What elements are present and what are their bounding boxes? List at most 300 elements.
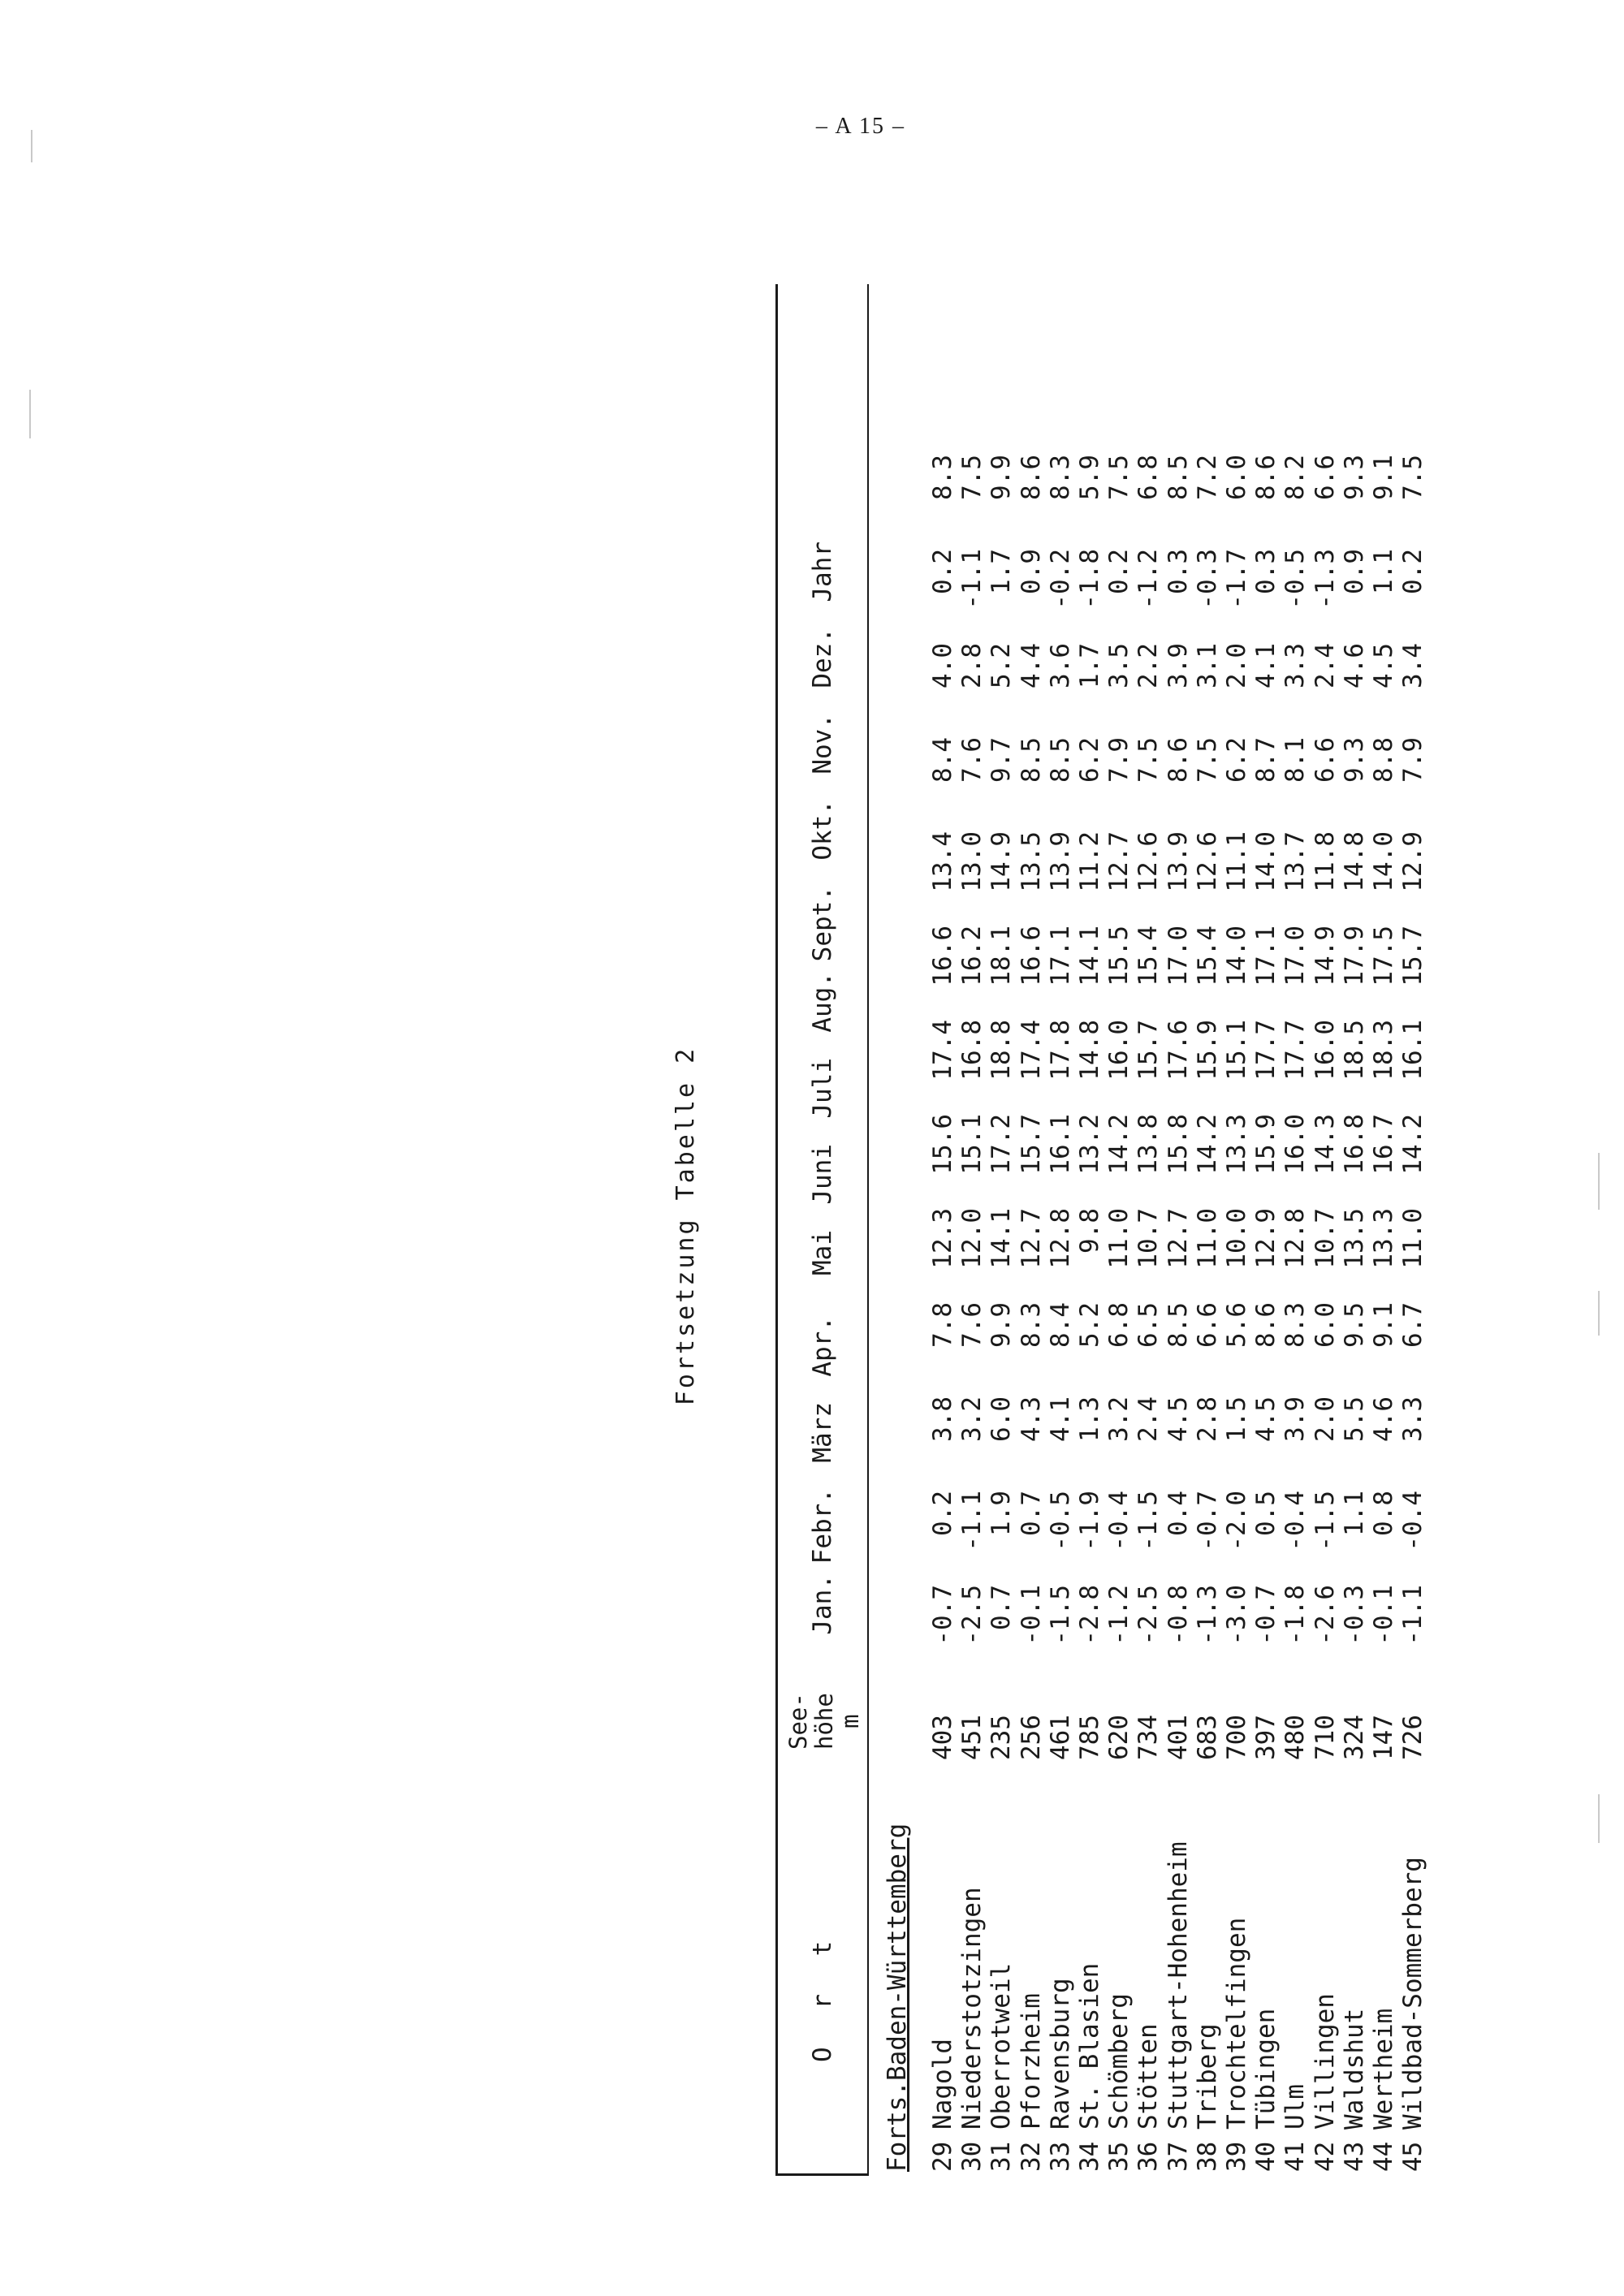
temperature-value: 13.9 — [1163, 831, 1193, 892]
temperature-value: 0.7 — [987, 1585, 1017, 1630]
temperature-value: 9.8 — [1075, 1208, 1105, 1254]
row-number: 43 — [1339, 2141, 1369, 2172]
temperature-value: 13.4 — [928, 831, 957, 892]
temperature-value: 11.0 — [1104, 1208, 1134, 1269]
temperature-value: -0.3 — [1339, 1585, 1369, 1646]
temperature-value: 17.9 — [1339, 926, 1369, 986]
climate-table — [928, 447, 1427, 2172]
temperature-value: 3.6 — [1045, 643, 1075, 688]
temperature-value: 4.5 — [1251, 1396, 1281, 1442]
row-number: 31 — [987, 2141, 1017, 2172]
station-name: Triberg — [1192, 2023, 1222, 2130]
temperature-value: 15.8 — [1163, 1114, 1193, 1175]
temperature-value: -0.5 — [1045, 1491, 1075, 1552]
temperature-value: -0.7 — [1251, 1585, 1281, 1646]
temperature-value: 0.9 — [1339, 549, 1369, 594]
temperature-value: 11.0 — [1398, 1208, 1428, 1269]
temperature-value: 9.3 — [1339, 737, 1369, 783]
station-elevation: 324 — [1339, 1715, 1369, 1760]
temperature-value: 8.4 — [1045, 1302, 1075, 1348]
rotated-table-page — [672, 203, 1624, 2249]
temperature-value: -0.1 — [1016, 1585, 1046, 1646]
temperature-value: -1.8 — [1075, 549, 1105, 610]
temperature-value: 17.5 — [1369, 926, 1399, 986]
temperature-value: -1.1 — [957, 549, 987, 610]
temperature-value: 15.6 — [928, 1114, 957, 1175]
station-name: Ravensburg — [1045, 1978, 1075, 2130]
row-number: 29 — [928, 2141, 957, 2172]
temperature-value: 10.7 — [1134, 1208, 1164, 1269]
scan-mark — [29, 390, 31, 438]
temperature-value: 15.4 — [1192, 926, 1222, 986]
temperature-value: 6.5 — [1134, 1302, 1164, 1348]
seehoehe-unit: m — [836, 1714, 864, 1728]
temperature-value: 8.6 — [1016, 455, 1046, 500]
station-elevation: 726 — [1398, 1715, 1428, 1760]
station-name: Villingen — [1310, 1993, 1340, 2130]
temperature-value: -0.7 — [928, 1585, 957, 1646]
temperature-value: 6.6 — [1310, 455, 1340, 500]
temperature-value: 15.1 — [957, 1114, 987, 1175]
row-number: 37 — [1163, 2141, 1193, 2172]
table-caption: Fortsetzung Tabelle 2 — [672, 1046, 700, 1406]
station-elevation: 235 — [987, 1715, 1017, 1760]
top-rule — [775, 284, 778, 2176]
page-number: – A 15 – — [815, 114, 905, 139]
temperature-value: 7.8 — [928, 1302, 957, 1348]
temperature-value: 0.2 — [928, 1491, 957, 1536]
temperature-value: 4.3 — [1016, 1396, 1046, 1442]
temperature-value: 3.2 — [957, 1396, 987, 1442]
temperature-value: 18.1 — [987, 926, 1017, 986]
station-name: Ulm — [1281, 2084, 1311, 2130]
row-number: 42 — [1310, 2141, 1340, 2172]
temperature-value: 4.6 — [1339, 643, 1369, 688]
temperature-value: -2.5 — [1134, 1585, 1164, 1646]
station-name: Waldshut — [1339, 2008, 1369, 2130]
temperature-value: 16.0 — [1310, 1020, 1340, 1081]
temperature-value: 14.8 — [1339, 831, 1369, 892]
temperature-value: -1.1 — [957, 1491, 987, 1552]
temperature-value: 0.2 — [928, 549, 957, 594]
station-name: Trochtelfingen — [1222, 1917, 1252, 2130]
row-number: 33 — [1045, 2141, 1075, 2172]
temperature-value: 7.5 — [957, 455, 987, 500]
temperature-value: 5.2 — [1075, 1302, 1105, 1348]
temperature-value: 8.3 — [1045, 455, 1075, 500]
temperature-value: 15.7 — [1016, 1114, 1046, 1175]
temperature-value: 5.2 — [987, 643, 1017, 688]
station-elevation: 461 — [1045, 1715, 1075, 1760]
temperature-value: 14.2 — [1192, 1114, 1222, 1175]
temperature-value: 6.0 — [1222, 455, 1252, 500]
temperature-value: 16.6 — [1016, 926, 1046, 986]
station-name: Wildbad-Sommerberg — [1398, 1857, 1428, 2130]
temperature-value: 15.7 — [1134, 1020, 1164, 1081]
temperature-value: 7.6 — [957, 1302, 987, 1348]
temperature-value: 13.7 — [1281, 831, 1311, 892]
temperature-value: 15.5 — [1104, 926, 1134, 986]
temperature-value: -0.5 — [1281, 549, 1311, 610]
temperature-value: 12.7 — [1016, 1208, 1046, 1269]
temperature-value: 16.0 — [1104, 1020, 1134, 1081]
temperature-value: 18.8 — [987, 1020, 1017, 1081]
temperature-value: 11.1 — [1222, 831, 1252, 892]
temperature-value: 3.3 — [1281, 643, 1311, 688]
temperature-value: 17.7 — [1281, 1020, 1311, 1081]
station-elevation: 256 — [1016, 1715, 1046, 1760]
temperature-value: 4.0 — [928, 643, 957, 688]
station-elevation: 147 — [1369, 1715, 1399, 1760]
temperature-value: 3.4 — [1398, 643, 1428, 688]
temperature-value: 15.9 — [1251, 1114, 1281, 1175]
seehoehe-column-header — [785, 1693, 863, 1750]
temperature-value: 9.9 — [987, 1302, 1017, 1348]
temperature-value: 17.4 — [1016, 1020, 1046, 1081]
temperature-value: 4.1 — [1251, 643, 1281, 688]
station-name: Wertheim — [1369, 2008, 1399, 2130]
table-row — [957, 447, 987, 2172]
temperature-value: -0.3 — [1192, 549, 1222, 610]
temperature-value: -1.5 — [1045, 1585, 1075, 1646]
temperature-value: 11.0 — [1192, 1208, 1222, 1269]
temperature-value: 13.3 — [1369, 1208, 1399, 1269]
row-number: 32 — [1016, 2141, 1046, 2172]
temperature-value: 13.5 — [1339, 1208, 1369, 1269]
temperature-value: 13.8 — [1134, 1114, 1164, 1175]
temperature-value: 8.2 — [1281, 455, 1311, 500]
temperature-value: 8.4 — [928, 737, 957, 783]
temperature-value: 1.7 — [987, 549, 1017, 594]
temperature-value: 9.5 — [1339, 1302, 1369, 1348]
temperature-value: -1.5 — [1310, 1491, 1340, 1552]
station-name: St. Blasien — [1075, 1962, 1105, 2130]
temperature-value: 10.0 — [1222, 1208, 1252, 1269]
station-elevation: 401 — [1163, 1715, 1193, 1760]
temperature-value: -3.0 — [1222, 1585, 1252, 1646]
temperature-value: 3.5 — [1104, 643, 1134, 688]
temperature-value: 9.7 — [987, 737, 1017, 783]
month-header: Juni — [808, 1144, 837, 1205]
temperature-value: 16.8 — [1339, 1114, 1369, 1175]
temperature-value: -0.4 — [1104, 1491, 1134, 1552]
month-header: Aug. — [808, 972, 837, 1033]
station-name: Niederstotzingen — [957, 1887, 987, 2130]
table-row — [1369, 447, 1398, 2172]
table-row — [1281, 447, 1310, 2172]
temperature-value: 0.8 — [1369, 1491, 1399, 1536]
temperature-value: 6.8 — [1134, 455, 1164, 500]
temperature-value: 12.3 — [928, 1208, 957, 1269]
temperature-value: -0.7 — [1192, 1491, 1222, 1552]
table-row — [987, 447, 1016, 2172]
temperature-value: 18.5 — [1339, 1020, 1369, 1081]
temperature-value: 8.5 — [1163, 1302, 1193, 1348]
temperature-value: 17.1 — [1251, 926, 1281, 986]
temperature-value: 14.0 — [1369, 831, 1399, 892]
temperature-value: 12.6 — [1192, 831, 1222, 892]
temperature-value: 16.1 — [1045, 1114, 1075, 1175]
temperature-value: 3.3 — [1398, 1396, 1428, 1442]
row-number: 41 — [1281, 2141, 1311, 2172]
temperature-value: -2.6 — [1310, 1585, 1340, 1646]
temperature-value: 17.8 — [1045, 1020, 1075, 1081]
temperature-value: -1.5 — [1134, 1491, 1164, 1552]
temperature-value: -1.1 — [1398, 1585, 1428, 1646]
station-name: Stötten — [1134, 2023, 1164, 2130]
temperature-value: 8.5 — [1163, 455, 1193, 500]
temperature-value: 8.5 — [1045, 737, 1075, 783]
temperature-value: 16.7 — [1369, 1114, 1399, 1175]
temperature-value: 7.5 — [1192, 737, 1222, 783]
temperature-value: 12.8 — [1045, 1208, 1075, 1269]
temperature-value: -2.5 — [957, 1585, 987, 1646]
month-header: Mai — [808, 1230, 837, 1275]
temperature-value: 0.2 — [1398, 549, 1428, 594]
header-left-rule — [778, 2173, 867, 2176]
row-number: 45 — [1398, 2141, 1428, 2172]
temperature-value: 8.3 — [1016, 1302, 1046, 1348]
temperature-value: 6.8 — [1104, 1302, 1134, 1348]
temperature-value: -1.9 — [1075, 1491, 1105, 1552]
temperature-value: 3.9 — [1281, 1396, 1311, 1442]
temperature-value: -1.2 — [1104, 1585, 1134, 1646]
temperature-value: 14.1 — [987, 1208, 1017, 1269]
temperature-value: 6.6 — [1192, 1302, 1222, 1348]
month-header: Sept. — [808, 886, 837, 962]
temperature-value: 2.8 — [957, 643, 987, 688]
row-number: 30 — [957, 2141, 987, 2172]
temperature-value: 8.1 — [1281, 737, 1311, 783]
temperature-value: 15.9 — [1192, 1020, 1222, 1081]
temperature-value: -2.0 — [1222, 1491, 1252, 1552]
table-row — [1222, 447, 1251, 2172]
temperature-value: 18.3 — [1369, 1020, 1399, 1081]
temperature-value: 5.5 — [1339, 1396, 1369, 1442]
temperature-value: 7.5 — [1398, 455, 1428, 500]
temperature-value: -0.8 — [1163, 1585, 1193, 1646]
scan-mark — [31, 130, 32, 162]
row-number: 36 — [1134, 2141, 1164, 2172]
station-elevation: 683 — [1192, 1715, 1222, 1760]
temperature-value: 13.5 — [1016, 831, 1046, 892]
temperature-value: -1.2 — [1134, 549, 1164, 610]
table-row — [1017, 447, 1046, 2172]
row-number: 40 — [1251, 2141, 1281, 2172]
temperature-value: 8.6 — [1251, 1302, 1281, 1348]
temperature-value: 1.1 — [1369, 549, 1399, 594]
station-name: Tübingen — [1251, 2008, 1281, 2130]
temperature-value: 14.0 — [1222, 926, 1252, 986]
temperature-value: 3.2 — [1104, 1396, 1134, 1442]
temperature-value: 17.6 — [1163, 1020, 1193, 1081]
temperature-value: 6.0 — [1310, 1302, 1340, 1348]
temperature-value: -1.3 — [1310, 549, 1340, 610]
temperature-value: 7.2 — [1192, 455, 1222, 500]
table-row — [1046, 447, 1075, 2172]
temperature-value: 6.2 — [1075, 737, 1105, 783]
temperature-value: 8.7 — [1251, 737, 1281, 783]
temperature-value: 14.8 — [1075, 1020, 1105, 1081]
station-elevation: 620 — [1104, 1715, 1134, 1760]
table-row — [1193, 447, 1222, 2172]
station-elevation: 710 — [1310, 1715, 1340, 1760]
temperature-value: 12.6 — [1134, 831, 1164, 892]
temperature-value: 15.1 — [1222, 1020, 1252, 1081]
table-row — [928, 447, 957, 2172]
station-elevation: 397 — [1251, 1715, 1281, 1760]
temperature-value: 13.3 — [1222, 1114, 1252, 1175]
temperature-value: 1.7 — [1075, 643, 1105, 688]
temperature-value: 14.9 — [987, 831, 1017, 892]
station-name: Pforzheim — [1016, 1993, 1046, 2130]
temperature-value: 12.9 — [1398, 831, 1428, 892]
temperature-value: 14.9 — [1310, 926, 1340, 986]
temperature-value: 16.8 — [957, 1020, 987, 1081]
temperature-value: -0.4 — [1398, 1491, 1428, 1552]
row-number: 35 — [1104, 2141, 1134, 2172]
temperature-value: 0.9 — [1016, 549, 1046, 594]
temperature-value: 13.9 — [1045, 831, 1075, 892]
station-name: Schömberg — [1104, 1993, 1134, 2130]
temperature-value: -0.4 — [1281, 1491, 1311, 1552]
temperature-value: -1.8 — [1281, 1585, 1311, 1646]
temperature-value: 1.5 — [1222, 1396, 1252, 1442]
temperature-value: 16.6 — [928, 926, 957, 986]
header-rule — [867, 284, 869, 2176]
temperature-value: 14.2 — [1398, 1114, 1428, 1175]
temperature-value: 17.0 — [1281, 926, 1311, 986]
temperature-value: 12.8 — [1281, 1208, 1311, 1269]
temperature-value: 2.2 — [1134, 643, 1164, 688]
temperature-value: 3.9 — [1163, 643, 1193, 688]
seehoehe-line1: See- — [784, 1693, 812, 1750]
row-number: 44 — [1369, 2141, 1399, 2172]
temperature-value: 9.1 — [1369, 1302, 1399, 1348]
table-row — [1164, 447, 1193, 2172]
temperature-value: 14.2 — [1104, 1114, 1134, 1175]
month-header: Jan. — [808, 1574, 837, 1635]
temperature-value: 4.1 — [1045, 1396, 1075, 1442]
temperature-value: -1.3 — [1192, 1585, 1222, 1646]
row-number: 38 — [1192, 2141, 1222, 2172]
temperature-value: 5.9 — [1075, 455, 1105, 500]
table-row — [1311, 447, 1340, 2172]
station-name: Stuttgart-Hohenheim — [1163, 1841, 1193, 2130]
temperature-value: -2.8 — [1075, 1585, 1105, 1646]
table-row — [1251, 447, 1281, 2172]
temperature-value: -0.1 — [1369, 1585, 1399, 1646]
temperature-value: 4.5 — [1163, 1396, 1193, 1442]
ort-column-header: O r t — [808, 1929, 837, 2062]
temperature-value: 17.2 — [987, 1114, 1017, 1175]
temperature-value: 7.9 — [1398, 737, 1428, 783]
month-header: Nov. — [808, 714, 837, 775]
temperature-value: 9.9 — [987, 455, 1017, 500]
temperature-value: 16.2 — [957, 926, 987, 986]
temperature-value: 7.9 — [1104, 737, 1134, 783]
table-row — [1340, 447, 1369, 2172]
temperature-value: 15.7 — [1398, 926, 1428, 986]
temperature-value: 2.4 — [1310, 643, 1340, 688]
temperature-value: 0.3 — [1163, 549, 1193, 594]
temperature-value: 0.4 — [1163, 1491, 1193, 1536]
table-row — [1104, 447, 1134, 2172]
temperature-value: 14.0 — [1251, 831, 1281, 892]
temperature-value: 16.0 — [1281, 1114, 1311, 1175]
month-header: Jahr — [808, 542, 837, 602]
temperature-value: -1.7 — [1222, 549, 1252, 610]
temperature-value: 1.9 — [987, 1491, 1017, 1536]
temperature-value: 13.0 — [957, 831, 987, 892]
temperature-value: 6.2 — [1222, 737, 1252, 783]
month-header: Okt. — [808, 800, 837, 861]
month-header: Juli — [808, 1058, 837, 1119]
temperature-value: 7.6 — [957, 737, 987, 783]
temperature-value: 0.3 — [1251, 549, 1281, 594]
temperature-value: 14.1 — [1075, 926, 1105, 986]
temperature-value: 8.5 — [1016, 737, 1046, 783]
temperature-value: 1.3 — [1075, 1396, 1105, 1442]
temperature-value: 15.4 — [1134, 926, 1164, 986]
station-elevation: 734 — [1134, 1715, 1164, 1760]
temperature-value: 9.3 — [1339, 455, 1369, 500]
temperature-value: 13.2 — [1075, 1114, 1105, 1175]
temperature-value: 6.0 — [987, 1396, 1017, 1442]
temperature-value: 17.0 — [1163, 926, 1193, 986]
month-header: Apr. — [808, 1316, 837, 1377]
table-row — [1075, 447, 1104, 2172]
temperature-value: 2.0 — [1310, 1396, 1340, 1442]
station-elevation: 480 — [1281, 1715, 1311, 1760]
temperature-value: 12.0 — [957, 1208, 987, 1269]
temperature-value: 12.7 — [1104, 831, 1134, 892]
station-name: Nagold — [928, 2039, 957, 2130]
temperature-value: 3.1 — [1192, 643, 1222, 688]
station-elevation: 451 — [957, 1715, 987, 1760]
temperature-value: 8.3 — [928, 455, 957, 500]
temperature-value: 14.3 — [1310, 1114, 1340, 1175]
temperature-value: 0.2 — [1104, 549, 1134, 594]
section-title: Forts.Baden-Württemberg — [883, 1823, 912, 2172]
temperature-value: 11.2 — [1075, 831, 1105, 892]
seehoehe-line2: höhe — [810, 1693, 838, 1750]
temperature-value: 0.7 — [1016, 1491, 1046, 1536]
row-number: 39 — [1222, 2141, 1252, 2172]
temperature-value: 2.4 — [1134, 1396, 1164, 1442]
month-header: März — [808, 1402, 837, 1463]
temperature-value: 17.1 — [1045, 926, 1075, 986]
temperature-value: 2.8 — [1192, 1396, 1222, 1442]
table-row — [1398, 447, 1427, 2172]
temperature-value: 16.1 — [1398, 1020, 1428, 1081]
temperature-value: 17.4 — [928, 1020, 957, 1081]
table-row — [1134, 447, 1163, 2172]
temperature-value: 6.6 — [1310, 737, 1340, 783]
station-elevation: 403 — [928, 1715, 957, 1760]
month-header: Dez. — [808, 628, 837, 688]
temperature-value: 8.6 — [1251, 455, 1281, 500]
temperature-value: 4.4 — [1016, 643, 1046, 688]
temperature-value: 12.7 — [1163, 1208, 1193, 1269]
temperature-value: 5.6 — [1222, 1302, 1252, 1348]
temperature-value: 10.7 — [1310, 1208, 1340, 1269]
temperature-value: 8.8 — [1369, 737, 1399, 783]
temperature-value: 8.6 — [1163, 737, 1193, 783]
temperature-value: 3.8 — [928, 1396, 957, 1442]
temperature-value: 17.7 — [1251, 1020, 1281, 1081]
temperature-value: 12.9 — [1251, 1208, 1281, 1269]
